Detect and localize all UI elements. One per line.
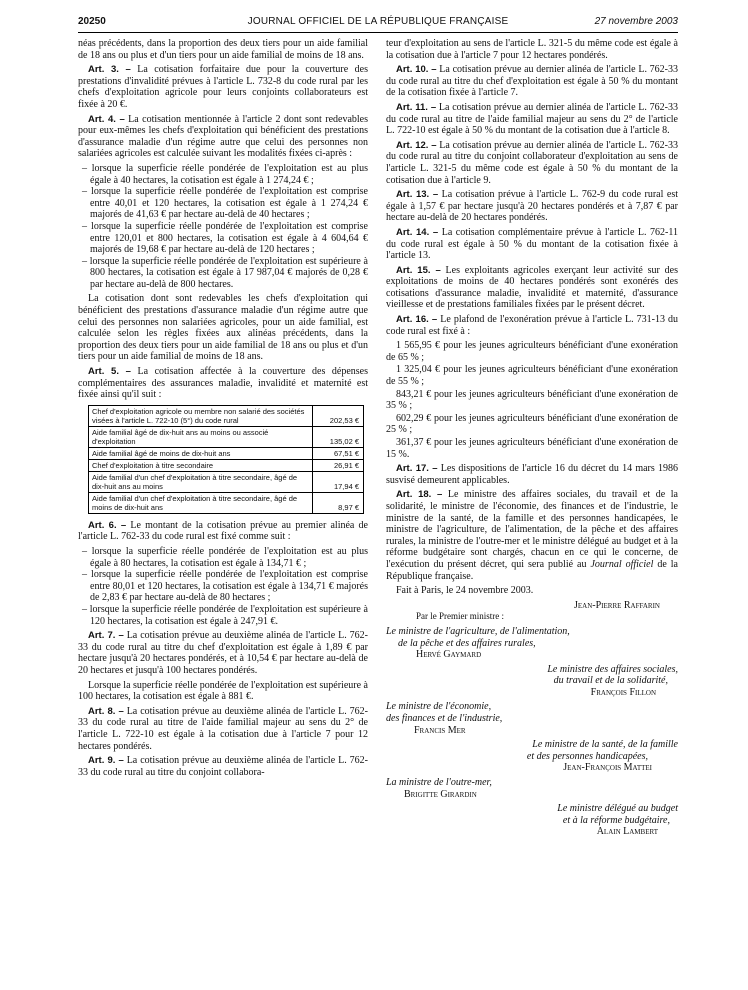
- signature-name: François Fillon: [590, 686, 656, 698]
- article-15: [386, 265, 678, 311]
- article-text: Le plafond de l'exonération prévue à l'article L. 731-13 du code rural est fixé à :: [386, 314, 678, 337]
- article-text: La cotisation prévue au deuxième alinéa de l'article L. 762-33 du code rural au titre du chef d'exploitation est égale à 1,89 € par hectare jusqu'à 20 hectares pondérés, et à 10,54 € par hectare au-delà de 20 hectares et jusqu'à 100 hectares pondérés.: [78, 630, 368, 676]
- article-7: [78, 630, 368, 676]
- journal-title: JOURNAL OFFICIEL DE LA RÉPUBLIQUE FRANÇAISE: [247, 16, 509, 27]
- done-at: Fait à Paris, le 24 novembre 2003.: [396, 585, 534, 597]
- list-item: 1 565,95 € pour les jeunes agriculteurs bénéficiant d'une exonération de 65 % ;: [386, 340, 678, 363]
- article-10: [386, 64, 678, 99]
- article-4: [78, 114, 368, 160]
- signature-name: Alain Lambert: [596, 826, 658, 838]
- table-row: [89, 460, 363, 472]
- signature-block-overseas: [386, 777, 678, 800]
- signature-title: et à la réforme budgétaire,: [562, 814, 670, 826]
- table-cell-label: Chef d'exploitation à titre secondaire: [92, 460, 214, 470]
- signatory-name: Jean-Pierre Raffarin: [574, 599, 660, 611]
- list-item: 843,21 € pour les jeunes agriculteurs bénéficiant d'une exonération de 35 % ;: [386, 388, 678, 412]
- contribution-table: [88, 405, 364, 514]
- list-item: 602,29 € pour les jeunes agriculteurs bénéficiant d'une exonération de 25 % ;: [386, 412, 678, 436]
- signature-title: du travail et de la solidarité,: [553, 675, 668, 687]
- signature-title: Le ministre de l'économie,: [386, 701, 492, 713]
- table-cell-value: 202,53 €: [312, 406, 363, 426]
- paragraph: néas précédents, dans la proportion des deux tiers pour un aide familial de 18 ans ou plus et d'un tiers pour un aide familial de moins de 18 ans.: [78, 38, 368, 61]
- article-18: [386, 489, 678, 582]
- list-item: – lorsque la superficie réelle pondérée de l'exploitation est comprise entre 40,01 et 120 hectares, la cotisation est égale à 1 274,24 € majorés de 41,63 € par hectare au-delà de 40 hectares ;: [82, 186, 368, 221]
- exoneration-amounts: [386, 340, 678, 460]
- signature-title: Le ministre de l'agriculture, de l'alimentation,: [386, 625, 570, 637]
- signature-title: Le ministre des affaires sociales,: [547, 663, 678, 675]
- article-label: Art. 11. –: [396, 101, 437, 113]
- article-8: [78, 706, 368, 752]
- table-cell-value: 67,51 €: [312, 448, 363, 459]
- right-column: [386, 38, 678, 838]
- article-label: Art. 14. –: [396, 226, 439, 238]
- article-label: Art. 7. –: [88, 630, 124, 642]
- article-16: [386, 314, 678, 337]
- signature-name: Brigitte Girardin: [404, 788, 477, 800]
- article-label: Art. 3. –: [88, 64, 131, 76]
- table-row: [89, 493, 363, 513]
- list-item: 361,37 € pour les jeunes agriculteurs bénéficiant d'une exonération de 15 %.: [386, 437, 678, 460]
- signature-title: Le ministre délégué au budget: [557, 803, 678, 815]
- page-number: 20250: [78, 16, 106, 27]
- list-item: – lorsque la superficie réelle pondérée de l'exploitation est au plus égale à 40 hectares, la cotisation est égale à 1 274,24 € ;: [82, 162, 368, 186]
- article-text: La cotisation complémentaire prévue à l'article L. 762-11 du code rural est égale à 50 % du montant de la cotisation fixée à l'article 13.: [386, 226, 678, 262]
- article-label: Art. 5. –: [88, 366, 131, 378]
- article-label: Art. 10. –: [396, 64, 437, 76]
- article-11: [386, 102, 678, 137]
- table-cell-label: Aide familial d'un chef d'exploitation à titre secondaire, âgé de dix-huit ans au moins: [92, 472, 298, 491]
- header-rule: [78, 32, 678, 33]
- article-label: Art. 16. –: [396, 314, 438, 326]
- list-item: – lorsque la superficie réelle pondérée de l'exploitation est au plus égale à 80 hectares, la cotisation est égale à 134,71 € ;: [82, 546, 368, 569]
- article-label: Art. 13. –: [396, 189, 439, 201]
- article-5: [78, 366, 368, 401]
- article-label: Art. 15. –: [396, 264, 441, 276]
- article-3: [78, 64, 368, 110]
- article-17: [386, 463, 678, 486]
- article-text: de la République française.: [386, 558, 678, 582]
- list-item: – lorsque la superficie réelle pondérée de l'exploitation est comprise entre 80,01 et 120 hectares, la cotisation est égale à 134,71 € majorés de 2,83 € par hectare au-delà de 80 hectares ;: [82, 569, 368, 604]
- table-row: [89, 427, 363, 448]
- table-cell-label: Aide familial âgé de dix-huit ans au moins ou associé d'exploitation: [92, 427, 269, 446]
- signature-name: Jean-François Mattei: [563, 762, 652, 774]
- article-label: Art. 6. –: [88, 519, 127, 531]
- article-text: La cotisation prévue au dernier alinéa de l'article L. 762-33 du code rural au titre de l'aide familial majeur au sens du 2° de l'article L. 722-10 est égale à 50 % du montant de la cotisation due à l'article 8.: [386, 101, 678, 137]
- list-item: – lorsque la superficie réelle pondérée de l'exploitation est supérieure à 800 hectares, la cotisation est égale à 17 987,04 € majorés de 0,28 € par hectare au-delà de 800 hectares.: [82, 255, 368, 290]
- signature-title: de la pêche et des affaires rurales,: [398, 637, 536, 649]
- article-13: [386, 189, 678, 224]
- issue-date: 27 novembre 2003: [594, 16, 678, 27]
- paragraph: La cotisation dont sont redevables les chefs d'exploitation qui bénéficient des prestations d'assurance maladie d'un régime autre que celui des personnes non salariées agricoles, pour un aide familial, est calculée selon les règles fixées aux alinéas précédents, dans la proportion des deux tiers pour un aide familial de 18 ans ou plus et d'un tiers pour un aide familial de moins de 18 ans.: [78, 293, 368, 363]
- article-text: La cotisation prévue au dernier alinéa de l'article L. 762-33 du code rural au titre du conjoint collaborateur d'exploitation au sens de l'article L. 321-5 du même code est égale à 50 % du montant de la cotisation due à l'article 9.: [386, 139, 678, 186]
- signature-name: Francis Mer: [414, 724, 466, 736]
- article-text: La cotisation prévue au dernier alinéa de l'article L. 762-33 du code rural au titre du chef d'exploitation est égale à 50 % du montant de la cotisation fixée à l'article 7.: [386, 64, 678, 99]
- left-column: [78, 38, 368, 781]
- list-item: 1 325,04 € pour les jeunes agriculteurs bénéficiant d'une exonération de 55 % ;: [386, 364, 678, 388]
- table-row: [89, 472, 363, 493]
- table-cell-value: 17,94 €: [312, 472, 363, 492]
- table-cell-label: Aide familial âgé de moins de dix-huit ans: [92, 448, 231, 458]
- article-text: Le ministre des affaires sociales, du travail et de la solidarité, le ministre de l'économie, des finances et de l'industrie, le ministre de la santé, de la famille et des personnes handicapées, le ministre de l'agriculture, de l'alimentation, de la pêche et des affaires rurales, la ministre de l'outre-mer et le ministre délégué au budget et à la réforme budgétaire sont chargés, chacun en ce qui le concerne, de l'exécution du présent décret, qui sera publié au: [386, 489, 678, 570]
- signature-title: Le ministre de la santé, de la famille: [532, 739, 678, 751]
- article-4-list: [78, 163, 368, 291]
- article-label: Art. 12. –: [396, 139, 437, 151]
- article-text: La cotisation prévue à l'article L. 762-9 du code rural est égale à 1,57 € par hectare jusqu'à 20 hectares pondérés et à 7,87 € par hectare au-delà de 20 hectares pondérés.: [386, 189, 678, 224]
- article-text: La cotisation mentionnée à l'article 2 dont sont redevables pour eux-mêmes les chefs d'exploitation qui bénéficient des prestations d'assurance maladie d'un régime autre que celui des personnes non salariées agricoles est calculée suivant les modalités fixées ci-après :: [78, 113, 368, 160]
- signature-name: Hervé Gaymard: [416, 649, 482, 661]
- table-row: [89, 448, 363, 460]
- table-cell-value: 8,97 €: [312, 493, 363, 513]
- article-text: Le montant de la cotisation prévue au premier alinéa de l'article L. 762-33 du code rural est fixé comme suit :: [78, 519, 368, 543]
- by-prime-minister: Par le Premier ministre :: [416, 611, 504, 622]
- article-9: [78, 755, 368, 778]
- paragraph: Lorsque la superficie réelle pondérée de l'exploitation est supérieure à 100 hectares, la cotisation est égale à 881 €.: [78, 679, 368, 703]
- signature-title: La ministre de l'outre-mer,: [386, 777, 492, 789]
- article-label: Art. 18. –: [396, 489, 443, 501]
- article-text: La cotisation prévue au deuxième alinéa de l'article L. 762-33 du code rural au titre du conjoint collabora-: [78, 755, 368, 778]
- page-header: [78, 14, 678, 32]
- article-text: Les exploitants agricoles exerçant leur activité sur des exploitations de moins de 40 hectares pondérés sont exonérés des cotisations d'assurance maladie, invalidité et maternité, d'assurance vieillesse et de prestations familiales fixées par le présent décret.: [386, 264, 678, 311]
- article-text: Les dispositions de l'article 16 du décret du 14 mars 1986 susvisé demeurent applicables.: [386, 463, 678, 486]
- signature-block-budget: [386, 803, 678, 838]
- article-label: Art. 4. –: [88, 113, 125, 125]
- article-label: Art. 17. –: [396, 463, 438, 475]
- table-cell-label: Aide familial d'un chef d'exploitation à titre secondaire, âgé de moins de dix-huit ans: [92, 493, 298, 512]
- article-6-list: [78, 546, 368, 627]
- signature-title: et des personnes handicapées,: [526, 750, 648, 762]
- paragraph: teur d'exploitation au sens de l'article L. 321-5 du même code est égale à la cotisation due à l'article 7 pour 12 hectares pondérés.: [386, 38, 678, 61]
- signature-block-agriculture: [386, 626, 678, 661]
- article-6: [78, 520, 368, 543]
- list-item: – lorsque la superficie réelle pondérée de l'exploitation est supérieure à 120 hectares, la cotisation est égale à 247,91 €.: [82, 603, 368, 627]
- signature-block-social-affairs: [386, 664, 678, 699]
- signature-block-economy: [386, 701, 678, 736]
- article-12: [386, 140, 678, 186]
- article-label: Art. 9. –: [88, 755, 124, 767]
- article-text: La cotisation forfaitaire due pour la couverture des prestations d'invalidité prévues à l'article L. 732-8 du code rural par les chefs d'exploitation agricole pour leurs conjoints collaborateurs est fixée à 20 €.: [78, 64, 368, 110]
- list-item: – lorsque la superficie réelle pondérée de l'exploitation est comprise entre 120,01 et 800 hectares, la cotisation est égale à 4 604,64 € majorés de 19,68 € par hectare au-delà de 120 hectares ;: [82, 220, 368, 256]
- signature-block-health: [386, 739, 678, 774]
- signature-title: des finances et de l'industrie,: [386, 713, 503, 725]
- journal-reference: Journal officiel: [590, 558, 654, 570]
- article-label: Art. 8. –: [88, 705, 124, 717]
- table-cell-label: Chef d'exploitation agricole ou membre non salarié des sociétés visées à l'article L. 722-10 (5°) du code rural: [92, 406, 305, 425]
- table-row: [89, 406, 363, 427]
- table-cell-value: 26,91 €: [312, 460, 363, 471]
- table-cell-value: 135,02 €: [312, 427, 363, 447]
- article-text: La cotisation affectée à la couverture des dépenses complémentaires des assurances maladie, invalidité et maternité est fixée ainsi qu'il suit :: [78, 366, 368, 401]
- article-text: La cotisation prévue au deuxième alinéa de l'article L. 762-33 du code rural au titre de l'aide familial majeur au sens du 2° de l'article L. 722-10 est égale à la cotisation due à l'article 7 pour 12 hectares pondérés.: [78, 705, 368, 752]
- article-14: [386, 227, 678, 262]
